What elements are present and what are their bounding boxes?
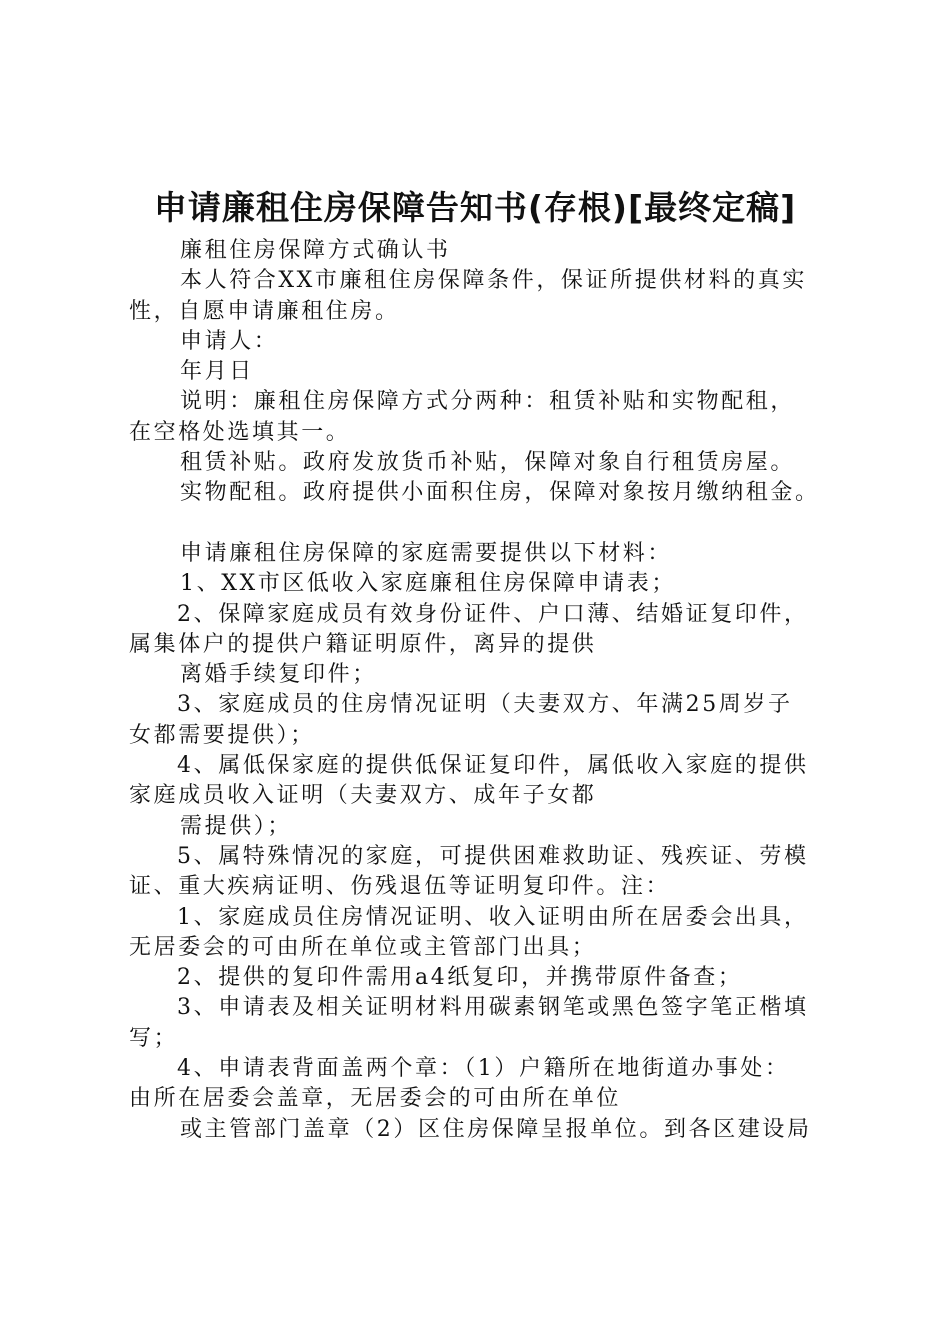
text-line: 家庭成员收入证明（夫妻双方、成年子女都: [129, 783, 597, 809]
text-line: 申请廉租住房保障的家庭需要提供以下材料：: [180, 540, 673, 566]
text-line: 写；: [129, 1025, 179, 1051]
text-line: 离婚手续复印件；: [180, 662, 377, 688]
text-line: 申请人：: [180, 328, 279, 354]
text-line: 女都需要提供）；: [129, 722, 315, 748]
blank-line: [129, 509, 829, 539]
text-line: 4、属低保家庭的提供低保证复印件，属低收入家庭的提供: [177, 753, 809, 779]
document-body: [129, 236, 829, 1145]
text-line: 2、提供的复印件需用a4纸复印，并携带原件备查；: [177, 965, 743, 991]
text-line: 实物配租。政府提供小面积住房，保障对象按月缴纳租金。: [180, 480, 820, 506]
text-line: 性，自愿申请廉租住房。: [129, 298, 400, 324]
text-line: 3、申请表及相关证明材料用碳素钢笔或黑色签字笔正楷填: [177, 995, 809, 1021]
text-line: 2、保障家庭成员有效身份证件、户口薄、结婚证复印件，: [177, 601, 809, 627]
text-line: 年月日: [180, 359, 254, 385]
text-line: 证、重大疾病证明、伤残退伍等证明复印件。注：: [129, 874, 671, 900]
text-line: 需提供）；: [180, 813, 293, 839]
text-line: 属集体户的提供户籍证明原件，离异的提供: [129, 631, 597, 657]
text-line: 1、XX市区低收入家庭廉租住房保障申请表；: [180, 571, 676, 597]
text-line: 本人符合XX市廉租住房保障条件，保证所提供材料的真实: [180, 268, 807, 294]
text-line: 无居委会的可由所在单位或主管部门出具；: [129, 934, 597, 960]
text-line: 由所在居委会盖章，无居委会的可由所在单位: [129, 1086, 622, 1112]
text-line: 租赁补贴。政府发放货币补贴，保障对象自行租赁房屋。: [180, 450, 796, 476]
document-title: 申请廉租住房保障告知书(存根)[最终定稿]: [153, 188, 797, 227]
text-line: 或主管部门盖章（2）区住房保障呈报单位。到各区建设局: [180, 1116, 812, 1142]
text-line: 3、家庭成员的住房情况证明（夫妻双方、年满25周岁子: [177, 692, 793, 718]
text-line: 在空格处选填其一。: [129, 419, 351, 445]
text-line: 说明：廉租住房保障方式分两种：租赁补贴和实物配租，: [180, 389, 796, 415]
text-line: 5、属特殊情况的家庭，可提供困难救助证、残疾证、劳模: [177, 843, 809, 869]
text-line: 4、申请表背面盖两个章：（1）户籍所在地街道办事处：: [177, 1056, 790, 1082]
text-line: 廉租住房保障方式确认书: [180, 238, 451, 263]
text-line: 1、家庭成员住房情况证明、收入证明由所在居委会出具，: [177, 904, 809, 930]
